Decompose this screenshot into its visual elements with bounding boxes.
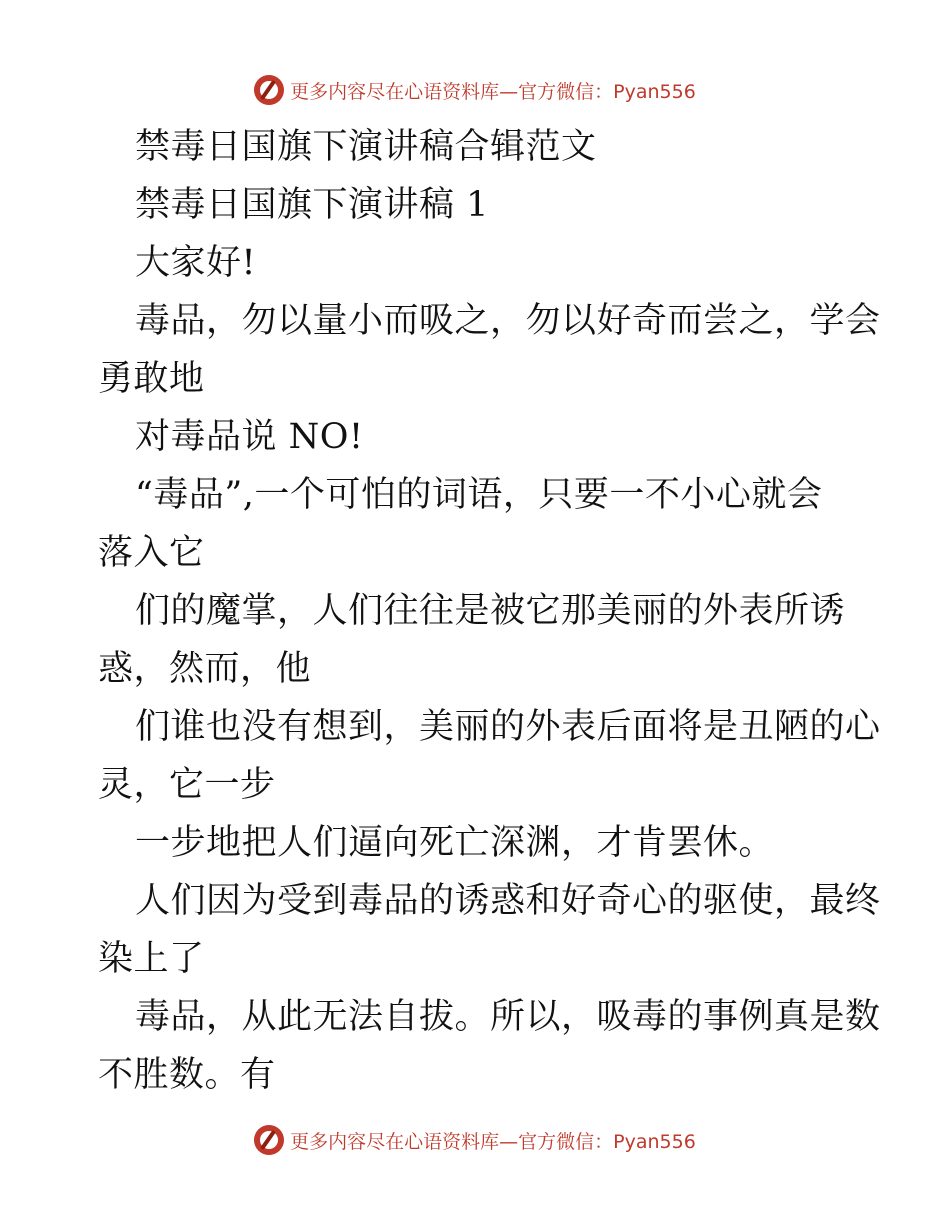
text-line: 落入它	[98, 533, 205, 573]
text-line: 灵，它一步	[98, 765, 276, 805]
text-line: 不胜数。有	[98, 1055, 276, 1095]
text-line: 们的魔掌，人们往往是被它那美丽的外表所诱	[135, 591, 846, 631]
text-line: 染上了	[98, 939, 205, 979]
text-line: 对毒品说 NO!	[135, 417, 364, 457]
text-line: 禁毒日国旗下演讲稿合辑范文	[135, 127, 597, 167]
text-line: 勇敢地	[98, 359, 205, 399]
text-line: 人们因为受到毒品的诱惑和好奇心的驱使，最终	[135, 881, 881, 921]
header-banner-text: 更多内容尽在心语资料库—官方微信：Pyan556	[290, 80, 696, 103]
header-banner	[0, 70, 950, 110]
text-line: “毒品”,一个可怕的词语，只要一不小心就会	[135, 475, 823, 515]
text-line: 一步地把人们逼向死亡深渊，才肯罢休。	[135, 823, 775, 863]
text-line: 们谁也没有想到，美丽的外表后面将是丑陋的心	[135, 707, 881, 747]
text-line: 毒品，勿以量小而吸之，勿以好奇而尝之，学会	[135, 301, 881, 341]
text-line: 毒品，从此无法自拔。所以，吸毒的事例真是数	[135, 997, 881, 1037]
text-line: 惑，然而，他	[98, 649, 312, 689]
text-line: 大家好!	[135, 243, 257, 283]
logo-icon	[254, 1125, 284, 1155]
footer-banner	[0, 1120, 950, 1160]
footer-banner-text: 更多内容尽在心语资料库—官方微信：Pyan556	[290, 1130, 696, 1153]
document-body	[98, 118, 881, 1104]
text-line: 禁毒日国旗下演讲稿 1	[135, 185, 489, 225]
logo-icon	[254, 75, 284, 105]
